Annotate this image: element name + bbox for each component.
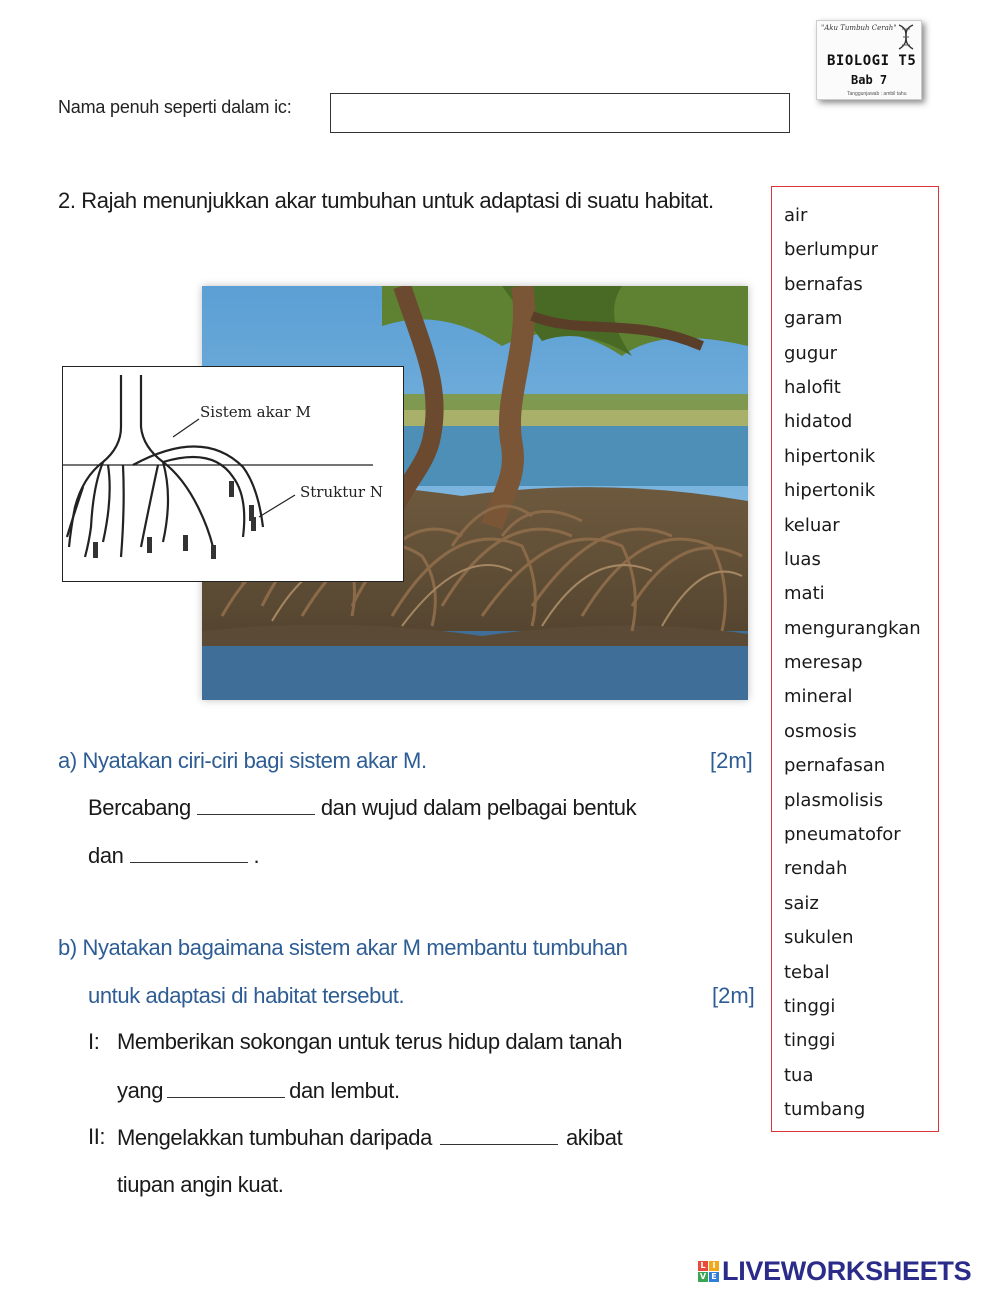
word-bank-list bbox=[772, 187, 938, 1128]
answer-blank-a1[interactable] bbox=[197, 794, 315, 815]
question-title: 2. Rajah menunjukkan akar tumbuhan untuk adaptasi di suatu habitat. bbox=[58, 188, 714, 213]
part-b-prompt-line1: b) Nyatakan bagaimana sistem akar M membantu tumbuhan bbox=[58, 935, 628, 960]
part-b-item1-line1: Memberikan sokongan untuk terus hidup dalam tanah bbox=[117, 1029, 623, 1054]
word-bank-item[interactable]: gugur bbox=[784, 342, 838, 364]
word-bank-item[interactable]: garam bbox=[784, 308, 843, 330]
word-bank-item[interactable]: tumbang bbox=[784, 1099, 866, 1121]
word-bank-item[interactable]: tebal bbox=[784, 961, 830, 983]
logo-handwriting: "Aku Tumbuh Cerah" bbox=[821, 24, 897, 32]
word-bank-item[interactable]: berlumpur bbox=[784, 239, 879, 261]
word-bank-item[interactable]: halofit bbox=[784, 376, 841, 398]
part-b-item1-line2 bbox=[117, 1077, 400, 1104]
word-bank-item[interactable]: hidatod bbox=[784, 411, 853, 433]
part-b-item1-line2-pre: yang bbox=[117, 1078, 164, 1103]
word-bank-item[interactable]: tinggi bbox=[784, 995, 836, 1017]
part-b-prompt-line2: untuk adaptasi di habitat tersebut. bbox=[88, 983, 405, 1008]
word-bank-item[interactable]: air bbox=[784, 205, 808, 226]
part-b-item2-num: II: bbox=[88, 1124, 106, 1149]
word-bank-item[interactable]: sukulen bbox=[784, 927, 854, 949]
word-bank-item[interactable]: meresap bbox=[784, 652, 863, 674]
label-struktur-n: Struktur N bbox=[300, 483, 383, 501]
word-bank-item[interactable]: osmosis bbox=[784, 720, 857, 742]
word-bank-item[interactable]: luas bbox=[784, 548, 821, 570]
word-bank-item[interactable]: mineral bbox=[784, 686, 853, 708]
part-b-marks: [2m] bbox=[712, 983, 755, 1008]
biologi-logo bbox=[816, 20, 922, 100]
word-bank-item[interactable]: pernafasan bbox=[784, 755, 886, 777]
answer-blank-a2[interactable] bbox=[130, 842, 248, 863]
dna-icon bbox=[895, 23, 917, 51]
logo-subtitle: Bab 7 bbox=[851, 73, 888, 87]
answer-blank-b2[interactable] bbox=[440, 1124, 558, 1145]
brand-block: I bbox=[709, 1261, 719, 1271]
brand-block: E bbox=[709, 1272, 719, 1282]
word-bank-item[interactable]: keluar bbox=[784, 514, 840, 536]
part-a-marks: [2m] bbox=[710, 748, 753, 773]
word-bank-item[interactable]: hipertonik bbox=[784, 480, 876, 502]
word-bank-item[interactable]: tinggi bbox=[784, 1030, 836, 1052]
word-bank-item[interactable]: saiz bbox=[784, 892, 819, 914]
part-a-line2-pre: dan bbox=[88, 843, 124, 868]
word-bank-item[interactable]: tua bbox=[784, 1064, 814, 1086]
part-b-item2-line1-pre: Mengelakkan tumbuhan daripada bbox=[117, 1125, 432, 1150]
liveworksheets-brand bbox=[698, 1256, 971, 1286]
part-a-line2 bbox=[88, 842, 259, 869]
brand-block: V bbox=[699, 1271, 707, 1281]
part-b-item1-line2-post: dan lembut. bbox=[289, 1078, 400, 1103]
part-a-line1-pre: Bercabang bbox=[88, 795, 191, 820]
part-a-line1 bbox=[88, 794, 636, 821]
part-a-line1-post: dan wujud dalam pelbagai bentuk bbox=[320, 795, 637, 820]
root-diagram bbox=[62, 366, 404, 582]
word-bank bbox=[771, 186, 939, 1132]
answer-blank-b1[interactable] bbox=[167, 1077, 285, 1098]
logo-title: BIOLOGI T5 bbox=[827, 53, 917, 69]
word-bank-item[interactable]: bernafas bbox=[784, 273, 863, 295]
part-b-item2-line1-post: akibat bbox=[565, 1125, 623, 1150]
word-bank-item[interactable]: hipertonik bbox=[784, 445, 876, 467]
word-bank-item[interactable]: pneumatofor bbox=[784, 824, 901, 846]
brand-text: LIVEWORKSHEETS bbox=[722, 1255, 972, 1286]
part-b-item1-num: I: bbox=[88, 1029, 100, 1054]
part-b-item2-line2: tiupan angin kuat. bbox=[117, 1172, 284, 1197]
logo-tagline: Tanggunjawab : ambil tahu bbox=[847, 91, 907, 97]
word-bank-item[interactable]: plasmolisis bbox=[784, 789, 884, 811]
word-bank-item[interactable]: rendah bbox=[784, 858, 848, 880]
word-bank-item[interactable]: mengurangkan bbox=[784, 617, 921, 639]
label-sistem-akar-m: Sistem akar M bbox=[200, 403, 311, 421]
part-a-line2-post: . bbox=[253, 843, 260, 868]
part-b-item2-line1 bbox=[117, 1124, 622, 1151]
brand-blocks-icon bbox=[698, 1261, 719, 1282]
part-a-prompt: a) Nyatakan ciri-ciri bagi sistem akar M. bbox=[58, 748, 427, 773]
name-label: Nama penuh seperti dalam ic: bbox=[58, 97, 292, 117]
full-name-input[interactable] bbox=[330, 93, 790, 133]
word-bank-item[interactable]: mati bbox=[784, 583, 825, 605]
brand-block: L bbox=[698, 1261, 708, 1271]
